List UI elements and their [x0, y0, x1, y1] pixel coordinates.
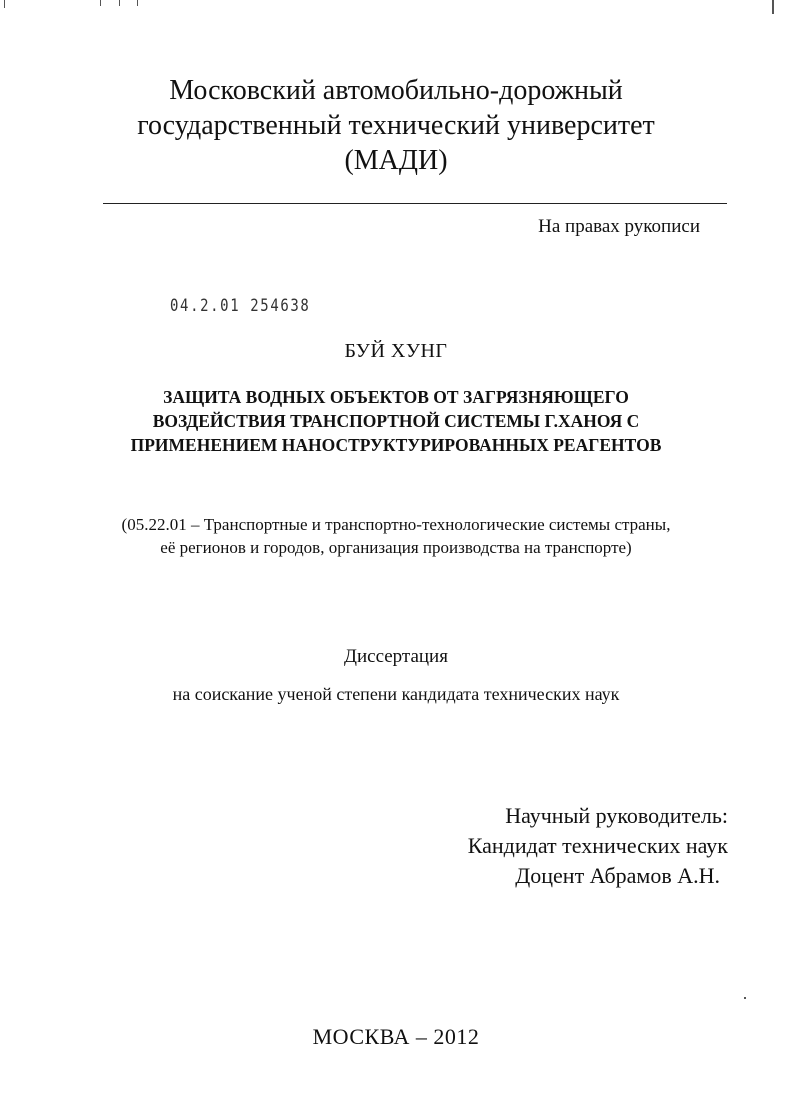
header-divider — [103, 203, 727, 204]
scan-mark — [772, 0, 774, 14]
supervisor-name: Доцент Абрамов А.Н. — [515, 863, 720, 888]
university-name-line1: Московский автомобильно-дорожный — [169, 75, 623, 106]
university-name-line2: государственный технический университет — [137, 110, 655, 141]
manuscript-rights: На правах рукописи — [538, 216, 700, 237]
scan-mark — [4, 0, 5, 8]
thesis-title-line3: ПРИМЕНЕНИЕМ НАНОСТРУКТУРИРОВАННЫХ РЕАГЕНТОВ — [130, 435, 662, 455]
degree-sought: на соискание ученой степени кандидата технических наук — [172, 684, 620, 704]
supervisor-label: Научный руководитель: — [505, 803, 728, 828]
specialty-line1: (05.22.01 – Транспортные и транспортно-технологические системы страны, — [121, 515, 671, 534]
document-type: Диссертация — [344, 646, 448, 667]
scan-mark — [137, 0, 138, 6]
specialty-line2: её регионов и городов, организация производства на транспорте) — [160, 538, 632, 557]
author-name: БУЙ ХУНГ — [344, 340, 448, 362]
city-year: МОСКВА – 2012 — [312, 1024, 480, 1049]
scan-mark — [744, 997, 746, 999]
scan-mark — [100, 0, 101, 6]
scan-mark — [119, 0, 120, 6]
thesis-title-line2: ВОЗДЕЙСТВИЯ ТРАНСПОРТНОЙ СИСТЕМЫ Г.ХАНОЯ С — [152, 411, 640, 431]
thesis-title-line1: ЗАЩИТА ВОДНЫХ ОБЪЕКТОВ ОТ ЗАГРЯЗНЯЮЩЕГО — [163, 387, 629, 407]
registration-stamp: 04.2.01 254638 — [170, 296, 311, 316]
supervisor-degree: Кандидат технических наук — [467, 833, 728, 858]
university-abbreviation: (МАДИ) — [344, 145, 448, 176]
